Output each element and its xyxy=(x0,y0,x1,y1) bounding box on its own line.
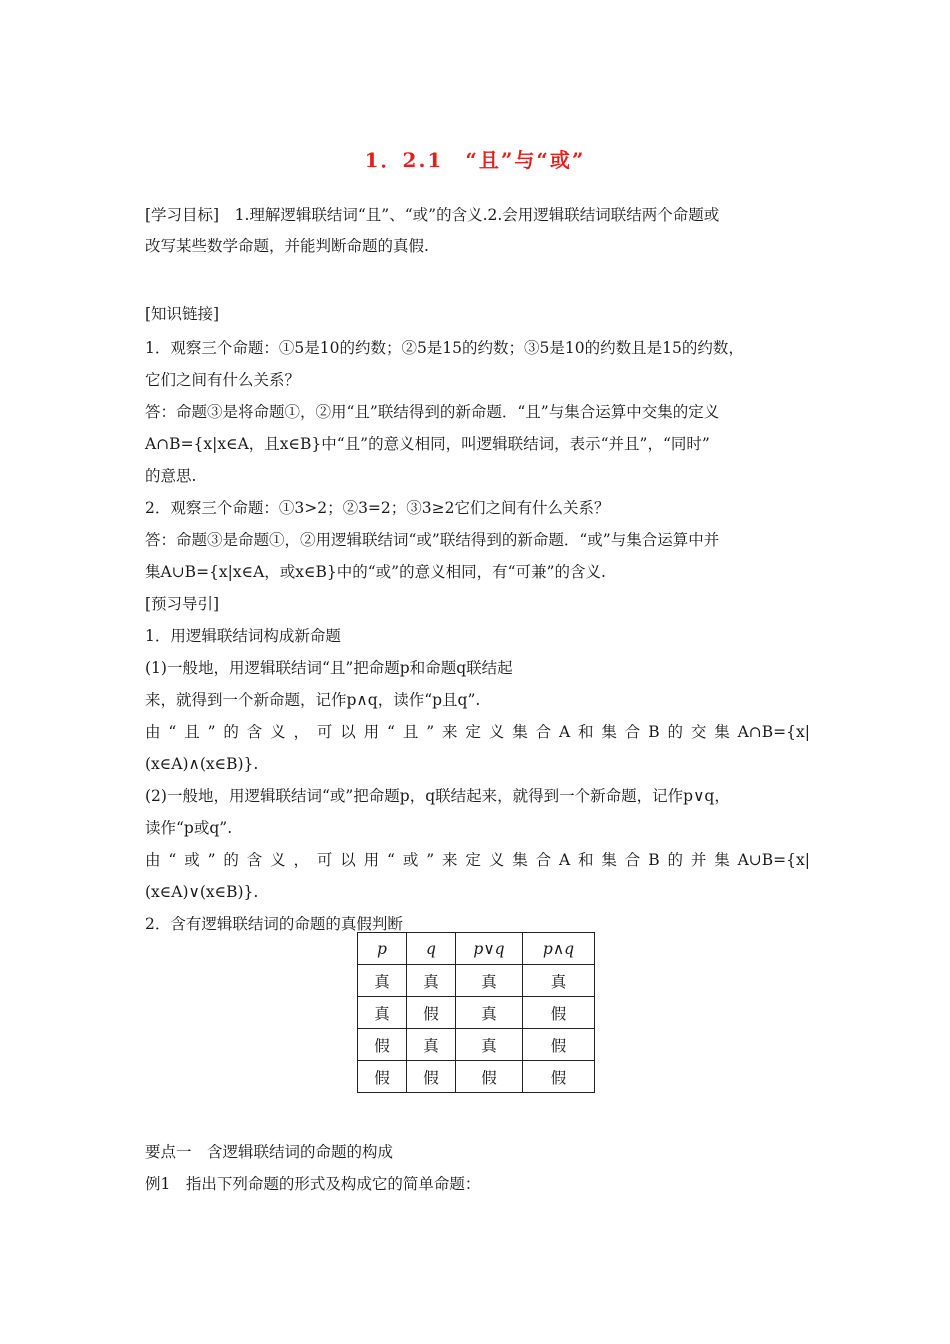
table-cell: 真 xyxy=(456,997,523,1029)
truth-table-header-p-or-q: p∨q xyxy=(456,933,523,965)
table-cell: 假 xyxy=(358,1061,407,1093)
preview-p2-line-1: 由“且”的含义，可以用“且”来定义集合A和集合B的交集A∩B={x| xyxy=(145,723,810,741)
table-cell: 真 xyxy=(407,1029,456,1061)
preview-heading: [预习导引] xyxy=(145,595,220,613)
truth-table xyxy=(357,932,595,1093)
knowledge-a1-line-1: 答：命题③是将命题①，②用“且”联结得到的新命题．“且”与集合运算中交集的定义 xyxy=(145,403,720,421)
table-cell: 真 xyxy=(358,997,407,1029)
knowledge-a2-line-2: 集A∪B={x|x∈A，或x∈B}中的“或”的意义相同，有“可兼”的含义. xyxy=(145,563,606,581)
table-cell: 真 xyxy=(358,965,407,997)
preview-p2-line-2: (x∈A)∧(x∈B)}. xyxy=(145,755,259,773)
table-row xyxy=(358,997,595,1029)
table-cell: 假 xyxy=(523,1029,595,1061)
table-cell: 真 xyxy=(523,965,595,997)
knowledge-a1-line-3: 的意思. xyxy=(145,467,197,485)
table-cell: 真 xyxy=(407,965,456,997)
preview-section-2-title: 2．含有逻辑联结词的命题的真假判断 xyxy=(145,915,403,933)
preview-p4-line-1: 由“或”的含义，可以用“或”来定义集合A和集合B的并集A∪B={x| xyxy=(145,851,810,869)
table-row xyxy=(358,1029,595,1061)
truth-table-header-p-and-q: p∧q xyxy=(523,933,595,965)
table-cell: 假 xyxy=(407,997,456,1029)
knowledge-q2-line-1: 2．观察三个命题：①3>2；②3=2；③3≥2它们之间有什么关系？ xyxy=(145,499,610,517)
table-row xyxy=(358,1061,595,1093)
table-cell: 真 xyxy=(456,1029,523,1061)
table-row xyxy=(358,965,595,997)
preview-section-1-title: 1．用逻辑联结词构成新命题 xyxy=(145,627,341,645)
knowledge-heading: [知识链接] xyxy=(145,305,220,323)
knowledge-a2-line-1: 答：命题③是命题①，②用逻辑联结词“或”联结得到的新命题．“或”与集合运算中并 xyxy=(145,531,720,549)
knowledge-q1-line-1: 1．观察三个命题：①5是10的约数；②5是15的约数；③5是10的约数且是15的约数， xyxy=(145,339,744,357)
preview-p1-line-2: 来，就得到一个新命题，记作p∧q，读作“p且q”. xyxy=(145,691,481,709)
preview-p3-line-2: 读作“p或q”. xyxy=(145,819,233,837)
truth-table-header-row xyxy=(358,933,595,965)
table-cell: 假 xyxy=(358,1029,407,1061)
keypoint-heading: 要点一 含逻辑联结词的命题的构成 xyxy=(145,1143,394,1161)
table-cell: 假 xyxy=(407,1061,456,1093)
table-cell: 假 xyxy=(523,997,595,1029)
preview-p1-line-1: (1)一般地，用逻辑联结词“且”把命题p和命题q联结起 xyxy=(145,659,513,677)
objectives-line-2: 改写某些数学命题，并能判断命题的真假. xyxy=(145,237,429,255)
truth-table-header-p: p xyxy=(358,933,407,965)
table-cell: 假 xyxy=(523,1061,595,1093)
example-1-prompt: 例1 指出下列命题的形式及构成它的简单命题： xyxy=(145,1175,481,1193)
truth-table-header-q: q xyxy=(407,933,456,965)
preview-p4-line-2: (x∈A)∨(x∈B)}. xyxy=(145,883,259,901)
objectives-line-1: [学习目标] 1.理解逻辑联结词“且”、“或”的含义.2.会用逻辑联结词联结两个命题或 xyxy=(145,206,720,224)
page-title: 1．2.1 “且”与“或” xyxy=(364,148,586,172)
preview-p3-line-1: (2)一般地，用逻辑联结词“或”把命题p，q联结起来，就得到一个新命题，记作p∨q， xyxy=(145,787,730,805)
knowledge-a1-line-2: A∩B={x|x∈A，且x∈B}中“且”的意义相同，叫逻辑联结词，表示“并且”，“同时” xyxy=(145,435,710,453)
knowledge-q1-line-2: 它们之间有什么关系？ xyxy=(145,371,301,389)
table-cell: 真 xyxy=(456,965,523,997)
table-cell: 假 xyxy=(456,1061,523,1093)
